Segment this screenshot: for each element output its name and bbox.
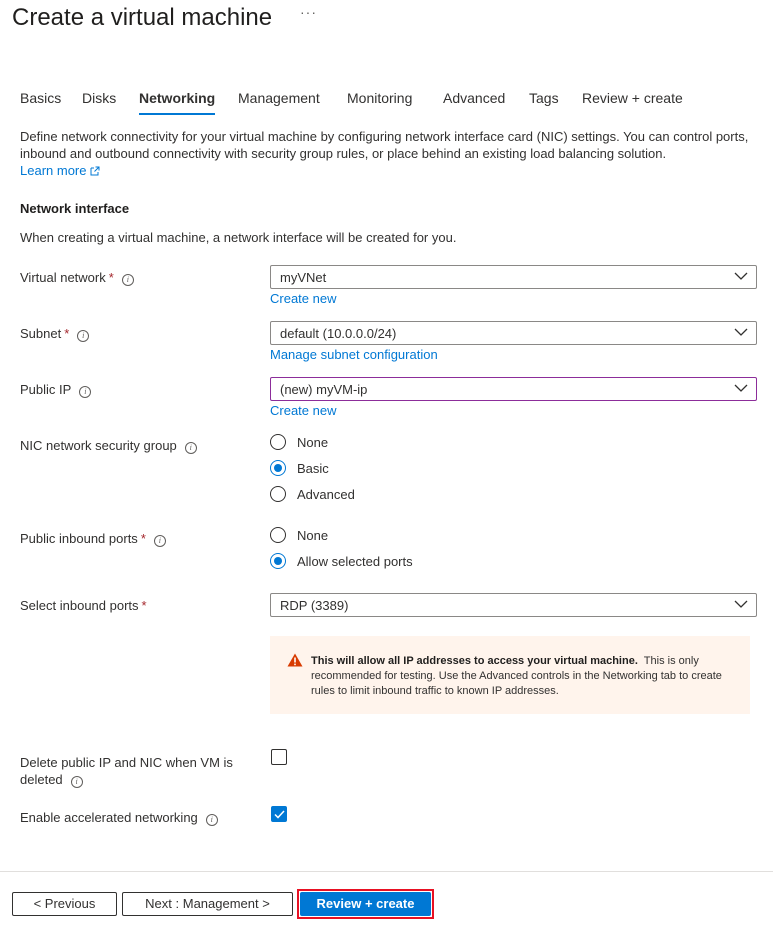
chevron-down-icon — [734, 328, 748, 337]
radio-circle[interactable] — [270, 434, 286, 450]
accelerated-networking-label — [20, 810, 218, 826]
delete-public-ip-label — [20, 754, 233, 788]
checkmark-icon — [274, 810, 285, 819]
radio-dot — [274, 557, 282, 565]
intro-description — [20, 128, 760, 179]
next-management-button[interactable]: Next : Management > — [122, 892, 293, 916]
page-title: Create a virtual machine — [12, 4, 273, 31]
info-icon[interactable]: i — [77, 330, 89, 342]
radio-circle[interactable] — [270, 460, 286, 476]
chevron-down-icon — [734, 600, 748, 609]
select-inbound-ports-label-text: Select inbound ports — [20, 598, 139, 613]
virtual-network-value: myVNet — [280, 270, 327, 285]
delete-public-ip-checkbox[interactable] — [271, 749, 287, 765]
info-icon[interactable]: i — [185, 442, 197, 454]
public-ip-dropdown[interactable] — [270, 377, 757, 401]
subnet-dropdown[interactable] — [270, 321, 757, 345]
review-create-button[interactable]: Review + create — [300, 892, 431, 916]
radio-label: Basic — [297, 461, 329, 476]
info-icon[interactable]: i — [79, 386, 91, 398]
intro-text: Define network connectivity for your virtual machine by configuring network interface card (NIC) settings. You can control ports, inbound and outbound connectivity with security group rules, or place behind an existing load balancing solution. — [20, 129, 749, 161]
warning-text — [311, 654, 736, 699]
virtual-network-dropdown[interactable] — [270, 265, 757, 289]
public-inbound-ports-label-text: Public inbound ports — [20, 531, 138, 546]
nic-nsg-label — [20, 438, 197, 454]
public-ip-create-new-link[interactable]: Create new — [270, 403, 337, 418]
subnet-label-text: Subnet — [20, 326, 62, 341]
delete-public-ip-label-line1: Delete public IP and NIC when VM is — [20, 755, 233, 770]
chevron-down-icon — [734, 384, 748, 393]
warning-message-bar — [270, 636, 750, 714]
select-inbound-ports-label — [20, 598, 147, 613]
external-link-icon — [90, 166, 100, 176]
footer-divider — [0, 871, 773, 872]
info-icon[interactable]: i — [206, 814, 218, 826]
subnet-label — [20, 326, 89, 342]
info-icon[interactable]: i — [122, 274, 134, 286]
virtual-network-label — [20, 270, 134, 286]
required-marker: * — [140, 531, 146, 546]
public-ip-label — [20, 382, 91, 398]
tab-tags[interactable]: Tags — [529, 90, 559, 106]
radio-circle[interactable] — [270, 553, 286, 569]
learn-more-label[interactable]: Learn more — [20, 163, 87, 178]
section-heading-network-interface: Network interface — [20, 201, 130, 216]
more-options-icon[interactable]: ··· — [300, 4, 317, 20]
info-icon[interactable]: i — [154, 535, 166, 547]
required-marker: * — [108, 270, 114, 285]
accelerated-networking-label-text: Enable accelerated networking — [20, 810, 198, 825]
tab-networking[interactable]: Networking — [139, 90, 216, 106]
tab-review-create[interactable]: Review + create — [582, 90, 683, 106]
virtual-network-create-new-link[interactable]: Create new — [270, 291, 337, 306]
required-marker: * — [141, 598, 147, 613]
warning-bold-text: This will allow all IP addresses to access your virtual machine. — [311, 655, 638, 667]
manage-subnet-link[interactable]: Manage subnet configuration — [270, 347, 438, 362]
learn-more-link[interactable] — [20, 163, 100, 178]
info-icon[interactable]: i — [71, 776, 83, 788]
subnet-value: default (10.0.0.0/24) — [280, 326, 397, 341]
nic-nsg-label-text: NIC network security group — [20, 438, 177, 453]
tab-management[interactable]: Management — [238, 90, 320, 106]
select-inbound-ports-value: RDP (3389) — [280, 598, 349, 613]
previous-button[interactable]: < Previous — [12, 892, 117, 916]
accelerated-networking-checkbox[interactable] — [271, 806, 287, 822]
warning-body-text: This is only recommended for testing. Use the Advanced controls in the Networking tab to create rules to limit inbound traffic to known IP addresses. — [311, 655, 722, 697]
tab-disks[interactable]: Disks — [82, 90, 117, 106]
chevron-down-icon — [734, 272, 748, 281]
warning-icon — [287, 653, 303, 667]
radio-label: Advanced — [297, 487, 355, 502]
radio-dot — [274, 464, 282, 472]
radio-circle[interactable] — [270, 527, 286, 543]
radio-label: Allow selected ports — [297, 554, 413, 569]
public-inbound-ports-label — [20, 531, 166, 547]
public-ip-value: (new) myVM-ip — [280, 382, 368, 397]
radio-label: None — [297, 528, 329, 543]
tab-advanced[interactable]: Advanced — [443, 90, 506, 106]
radio-circle[interactable] — [270, 486, 286, 502]
tab-monitoring[interactable]: Monitoring — [347, 90, 413, 106]
radio-label: None — [297, 435, 329, 450]
required-marker: * — [64, 326, 70, 341]
tab-basics[interactable]: Basics — [20, 90, 62, 106]
section-description: When creating a virtual machine, a network interface will be created for you. — [20, 230, 457, 245]
select-inbound-ports-dropdown[interactable] — [270, 593, 757, 617]
delete-public-ip-label-line2: deleted — [20, 772, 63, 787]
public-ip-label-text: Public IP — [20, 382, 72, 397]
virtual-network-label-text: Virtual network — [20, 270, 106, 285]
